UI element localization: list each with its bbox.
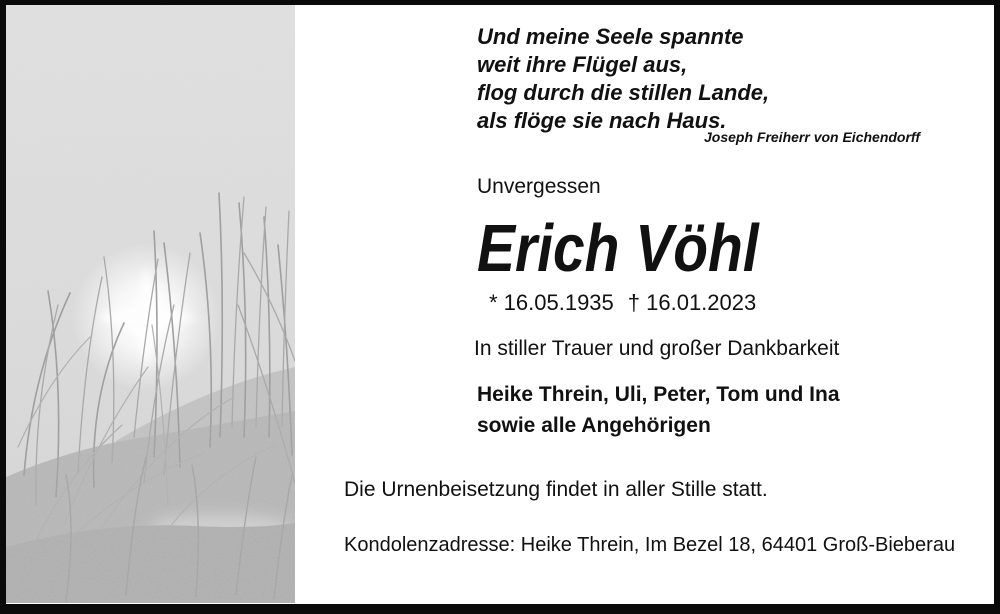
mourners-line: Heike Threin, Uli, Peter, Tom und Ina [477, 383, 840, 406]
condolence-address: Kondolenzadresse: Heike Threin, Im Bezel 18, 64401 Groß-Bieberau [344, 534, 956, 556]
burial-note: Die Urnenbeisetzung findet in aller Stille statt. [344, 478, 768, 501]
poem-line: als flöge sie nach Haus. [477, 108, 727, 133]
mourners [477, 379, 840, 441]
notice-paper [6, 5, 994, 604]
deceased-name: Erich Vöhl [477, 211, 759, 286]
memorial-poem [477, 23, 769, 135]
death-date: † 16.01.2023 [627, 290, 757, 315]
dune-grass-graphic [6, 5, 295, 603]
mourners-line: sowie alle Angehörigen [477, 414, 711, 437]
birth-date: * 16.05.1935 [489, 290, 614, 315]
mourning-intro: In stiller Trauer und großer Dankbarkeit [474, 337, 840, 360]
epitaph: Unvergessen [477, 175, 601, 198]
poem-attribution: Joseph Freiherr von Eichendorff [703, 129, 920, 145]
poem-line: weit ihre Flügel aus, [477, 52, 688, 77]
life-dates [489, 290, 756, 316]
dune-grass-memorial-photo [6, 5, 295, 603]
photo-grain [6, 5, 295, 603]
poem-line: flog durch die stillen Lande, [477, 80, 770, 105]
poem-line: Und meine Seele spannte [477, 24, 744, 49]
